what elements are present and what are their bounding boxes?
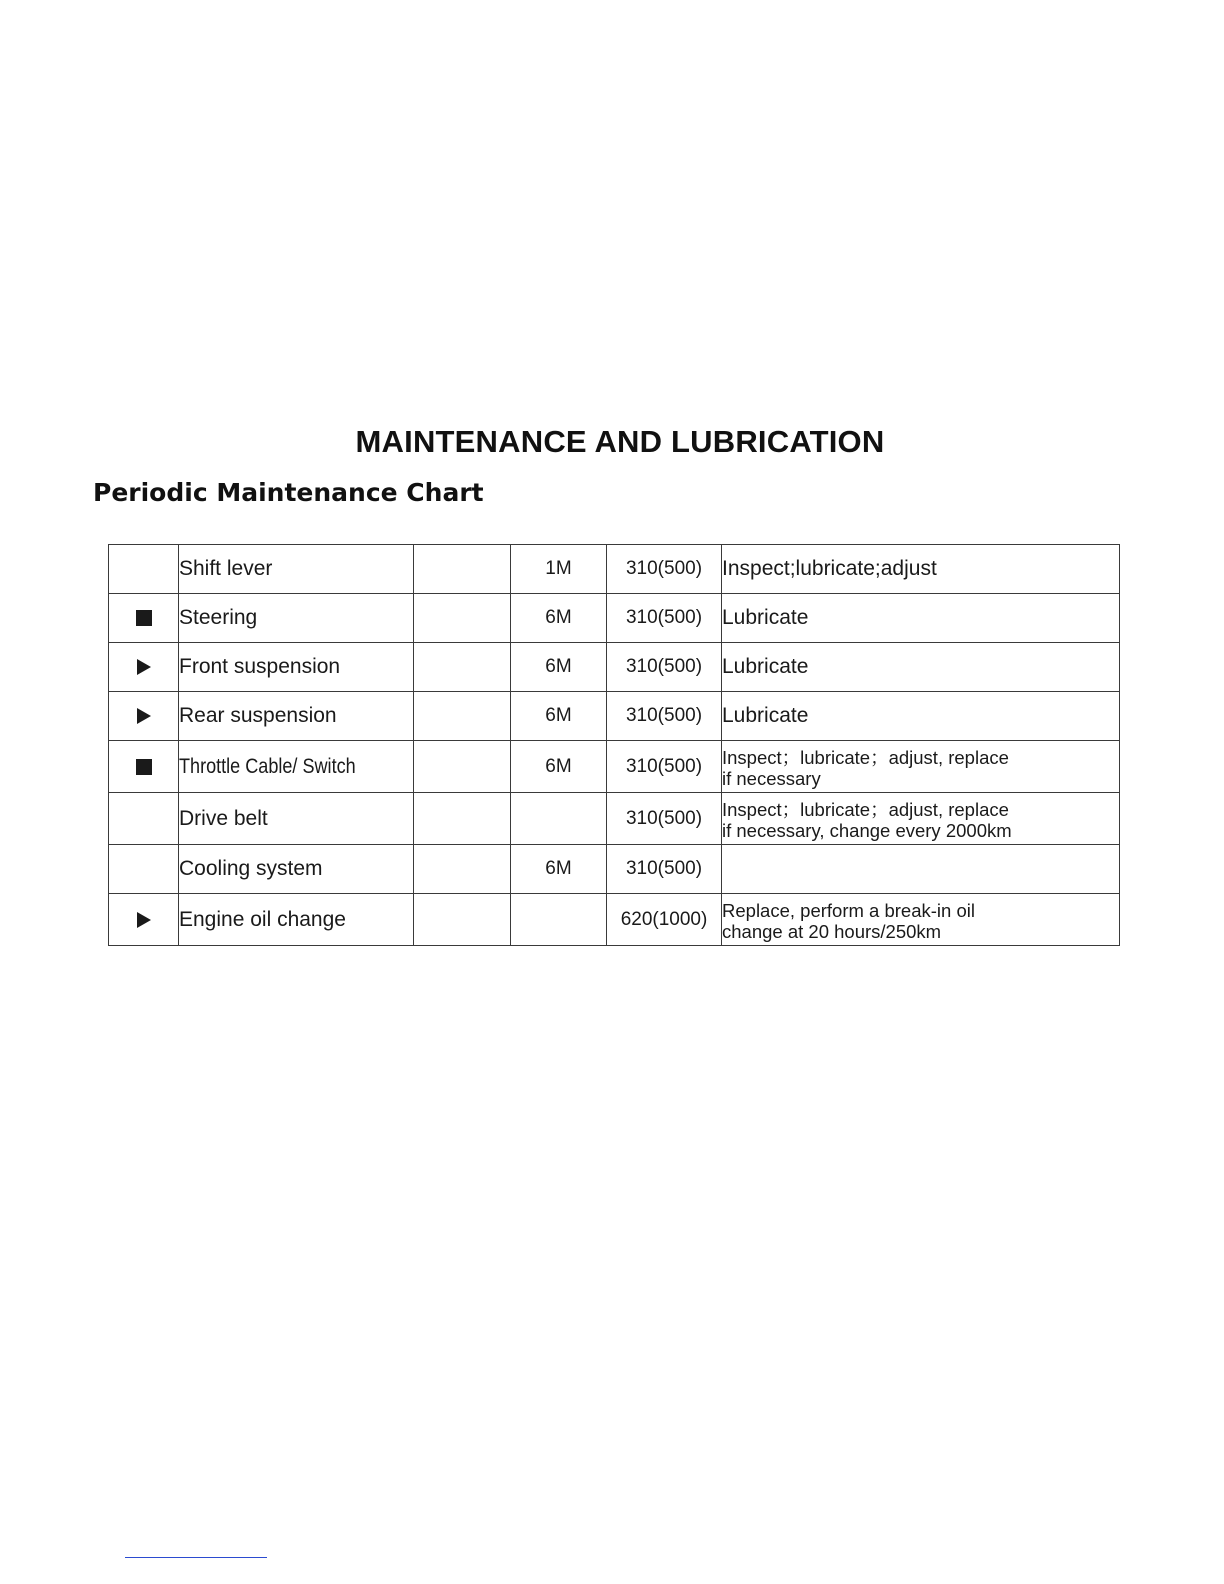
interval-month: 6M <box>511 692 607 741</box>
interval-month: 6M <box>511 643 607 692</box>
item-name: Drive belt <box>179 793 414 845</box>
table-row <box>109 741 1120 793</box>
table-row <box>109 845 1120 894</box>
interval-month: 6M <box>511 845 607 894</box>
interval-distance: 310(500) <box>607 793 722 845</box>
blank-cell <box>414 643 511 692</box>
interval-month: 1M <box>511 545 607 594</box>
action-text: Lubricate <box>722 594 1120 643</box>
action-text: Inspect；lubricate；adjust, replace if necessary, change every 2000km <box>722 793 1120 845</box>
triangle-marker-icon <box>137 912 151 928</box>
item-name: Rear suspension <box>179 692 414 741</box>
action-text: Inspect;lubricate;adjust <box>722 545 1120 594</box>
row-marker <box>109 643 179 692</box>
blank-cell <box>414 545 511 594</box>
item-name: Engine oil change <box>179 894 414 946</box>
blank-cell <box>414 894 511 946</box>
square-marker-icon <box>136 759 152 775</box>
action-text: Inspect；lubricate；adjust, replace if necessary <box>722 741 1120 793</box>
blank-cell <box>414 594 511 643</box>
blank-cell <box>414 793 511 845</box>
row-marker <box>109 894 179 946</box>
interval-distance: 310(500) <box>607 594 722 643</box>
interval-distance: 310(500) <box>607 741 722 793</box>
blank-cell <box>414 692 511 741</box>
row-marker <box>109 845 179 894</box>
interval-month: 6M <box>511 741 607 793</box>
interval-distance: 310(500) <box>607 643 722 692</box>
maintenance-table <box>108 544 1120 946</box>
page-title: MAINTENANCE AND LUBRICATION <box>355 424 885 459</box>
footer-divider <box>125 1557 267 1558</box>
table-row <box>109 545 1120 594</box>
item-name: Shift lever <box>179 545 414 594</box>
row-marker <box>109 793 179 845</box>
interval-distance: 310(500) <box>607 692 722 741</box>
table-row <box>109 643 1120 692</box>
item-name: Front suspension <box>179 643 414 692</box>
action-text: Lubricate <box>722 643 1120 692</box>
triangle-marker-icon <box>137 659 151 675</box>
table-row <box>109 894 1120 946</box>
table-row <box>109 692 1120 741</box>
item-name: Cooling system <box>179 845 414 894</box>
triangle-marker-icon <box>137 708 151 724</box>
row-marker <box>109 741 179 793</box>
action-text <box>722 845 1120 894</box>
interval-month: 6M <box>511 594 607 643</box>
interval-distance: 310(500) <box>607 545 722 594</box>
row-marker <box>109 692 179 741</box>
row-marker <box>109 594 179 643</box>
action-text: Lubricate <box>722 692 1120 741</box>
interval-distance: 310(500) <box>607 845 722 894</box>
interval-month <box>511 894 607 946</box>
table-row <box>109 594 1120 643</box>
interval-distance: 620(1000) <box>607 894 722 946</box>
action-text: Replace, perform a break-in oil change at 20 hours/250km <box>722 894 1120 946</box>
interval-month <box>511 793 607 845</box>
square-marker-icon <box>136 610 152 626</box>
item-name: Throttle Cable/ Switch <box>179 741 414 793</box>
blank-cell <box>414 741 511 793</box>
row-marker <box>109 545 179 594</box>
chart-subtitle: Periodic Maintenance Chart <box>93 478 484 507</box>
item-name: Steering <box>179 594 414 643</box>
table-row <box>109 793 1120 845</box>
blank-cell <box>414 845 511 894</box>
